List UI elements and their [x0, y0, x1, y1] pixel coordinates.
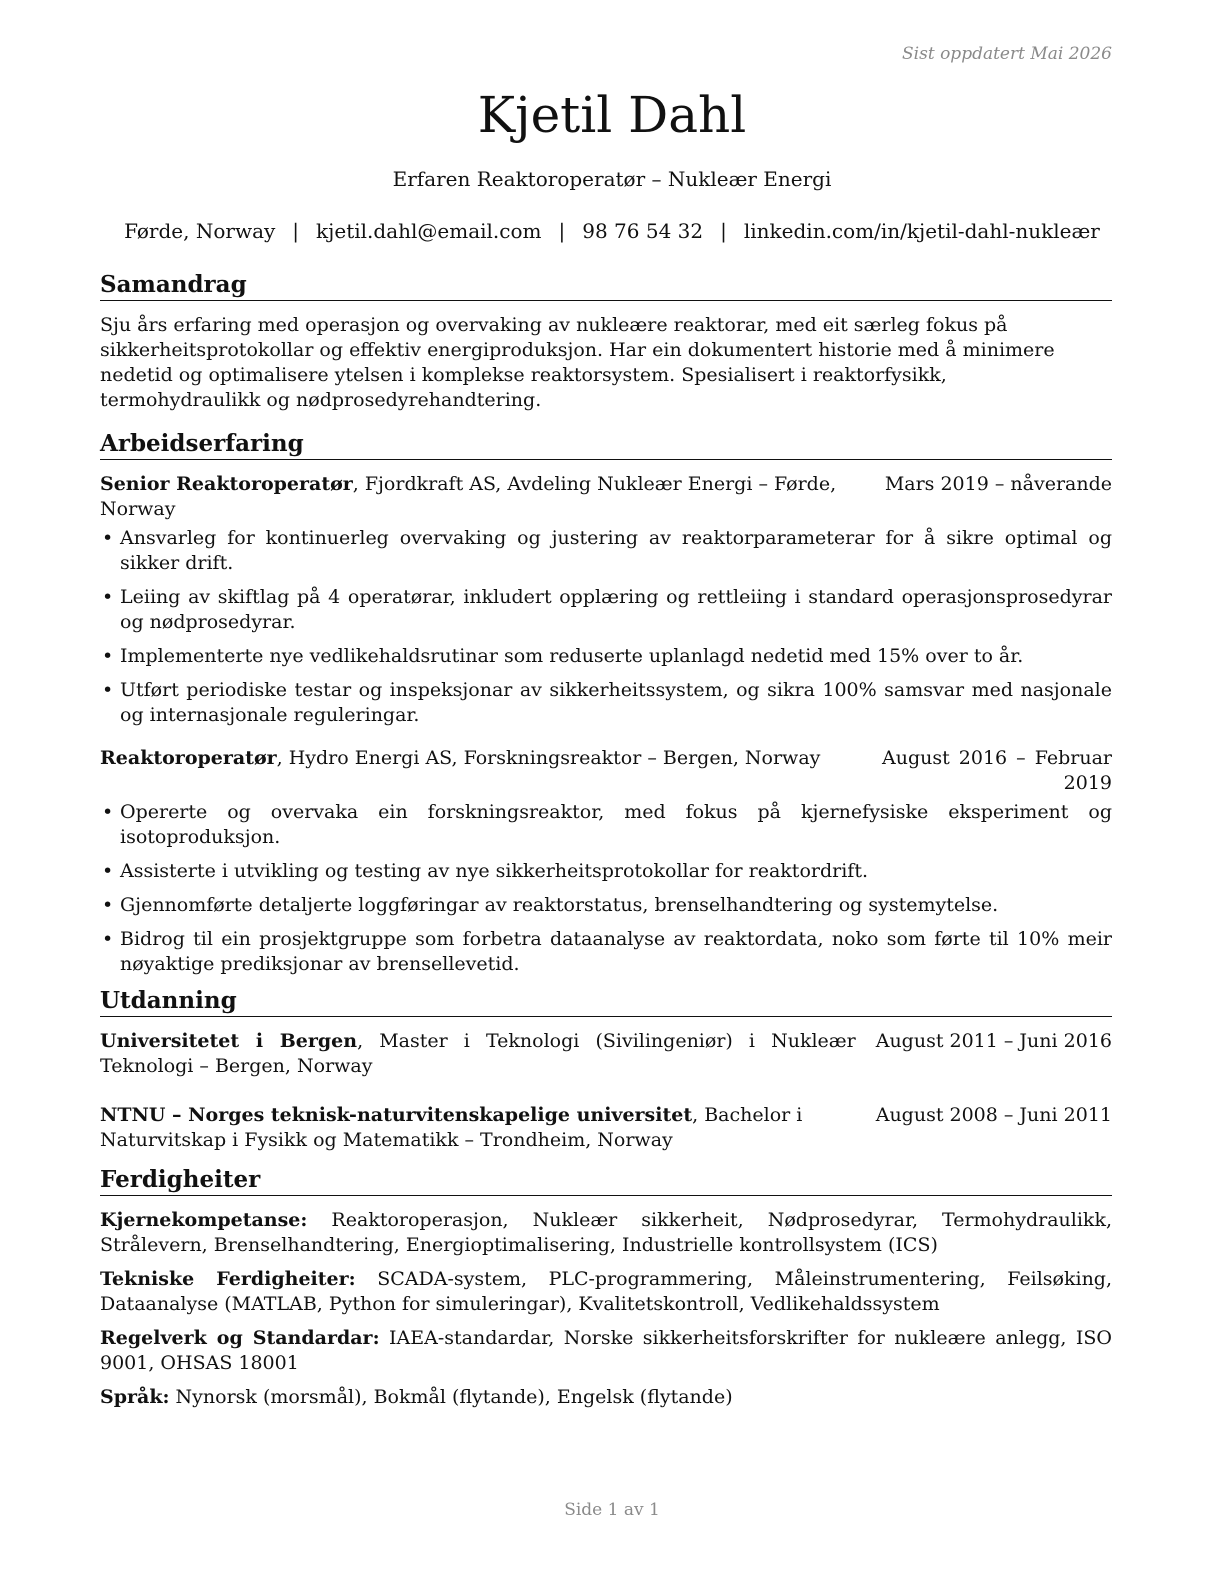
skills-section: [100, 1165, 1112, 1410]
candidate-name: Kjetil Dahl: [477, 86, 747, 144]
education-header: [100, 1103, 1112, 1153]
skill-label: Språk:: [100, 1386, 170, 1408]
education-dates: August 2011 – Juni 2016: [875, 1030, 1112, 1052]
last-updated: Sist oppdatert Mai 2026: [902, 44, 1112, 64]
job-bullet: • Implementerte nye vedlikehaldsrutinar som reduserte uplanlagd nedetid med 15% over to år.: [100, 644, 1112, 669]
contact-separator: |: [720, 219, 727, 243]
job-bullets: [100, 800, 1112, 977]
job-bullets: [100, 526, 1112, 728]
contact-email[interactable]: kjetil.dahl@email.com: [316, 219, 542, 243]
education-entry: [100, 1029, 1112, 1079]
job-role: Reaktoroperatør: [100, 747, 277, 769]
headline: Erfaren Reaktoroperatør – Nukleær Energi: [392, 167, 832, 191]
job-bullet: • Opererte og overvaka ein forskningsreaktor, med fokus på kjernefysiske eksperiment og isotoproduksjon.: [100, 800, 1112, 850]
skill-text: Reaktoroperasjon, Nukleær sikkerheit, Nødprosedyrar, Termohydraulikk, Strålevern, Brenselhandtering, Energioptimalisering, Industrielle kontrollsystem (ICS): [100, 1209, 1112, 1256]
education-details: , Master i Teknologi (Sivilingeniør) i Nukleær Teknologi – Bergen, Norway: [100, 1030, 856, 1077]
job-entry: [100, 472, 1112, 728]
summary-section: [100, 270, 1112, 413]
contact-linkedin[interactable]: linkedin.com/in/kjetil-dahl-nukleær: [743, 219, 1100, 243]
skill-row: [100, 1385, 1112, 1410]
job-bullet: • Bidrog til ein prosjektgruppe som forbetra dataanalyse av reaktordata, noko som førte til 10% meir nøyaktige prediksjonar av brensellevetid.: [100, 927, 1112, 977]
education-entry: [100, 1103, 1112, 1153]
contact-line: [0, 218, 1224, 244]
skill-row: [100, 1208, 1112, 1258]
skill-label: Tekniske Ferdigheiter:: [100, 1268, 356, 1290]
job-bullet: • Utført periodiske testar og inspeksjonar av sikkerheitssystem, og sikra 100% samsvar med nasjonale og internasjonale reguleringar.: [100, 678, 1112, 728]
skill-row: [100, 1267, 1112, 1317]
skill-text: Nynorsk (morsmål), Bokmål (flytande), Engelsk (flytande): [169, 1386, 733, 1408]
section-title-summary: Samandrag: [100, 270, 1112, 301]
job-title-line: [100, 746, 862, 771]
job-details: , Hydro Energi AS, Forskningsreaktor – Bergen, Norway: [276, 747, 821, 769]
education-header: [100, 1029, 1112, 1079]
job-title-line: [100, 472, 865, 522]
contact-phone: 98 76 54 32: [582, 219, 704, 243]
job-role: Senior Reaktoroperatør: [100, 473, 353, 495]
experience-section: [100, 429, 1112, 977]
education-school: NTNU – Norges teknisk-naturvitenskapelige universitet: [100, 1104, 693, 1126]
skill-label: Regelverk og Standardar:: [100, 1327, 380, 1349]
section-title-experience: Arbeidserfaring: [100, 429, 1112, 460]
section-title-education: Utdanning: [100, 986, 1112, 1017]
contact-location: Førde, Norway: [124, 219, 276, 243]
job-dates: August 2016 – Februar 2019: [882, 747, 1112, 794]
job-header: [100, 746, 1112, 796]
skill-label: Kjernekompetanse:: [100, 1209, 308, 1231]
skill-row: [100, 1326, 1112, 1376]
education-section: [100, 986, 1112, 1153]
contact-separator: |: [292, 219, 300, 243]
job-details: , Fjordkraft AS, Avdeling Nukleær Energi – Førde, Norway: [100, 473, 837, 520]
education-school: Universitetet i Bergen: [100, 1030, 358, 1052]
education-title-line: [100, 1103, 856, 1153]
summary-text: Sju års erfaring med operasjon og overvaking av nukleære reaktorar, med eit særleg fokus på sikkerheitsprotokollar og effektiv energiproduksjon. Har ein dokumentert historie med å minimere nedetid og optimalisere ytelsen i komplekse reaktorsystem. Spesialisert i reaktorfysikk, termohydraulikk og nødprosedyrehandtering.: [100, 314, 1055, 411]
page-number: Side 1 av 1: [564, 1500, 660, 1520]
job-bullet: • Leiing av skiftlag på 4 operatørar, inkludert opplæring og rettleiing i standard operasjonsprosedyrar og nødprosedyrar.: [100, 585, 1112, 635]
contact-separator: |: [558, 219, 566, 243]
job-bullet: • Gjennomførte detaljerte loggføringar av reaktorstatus, brenselhandtering og systemytelse.: [100, 893, 1112, 918]
job-bullet: • Ansvarleg for kontinuerleg overvaking og justering av reaktorparameterar for å sikre optimal og sikker drift.: [100, 526, 1112, 576]
job-header: [100, 472, 1112, 522]
resume-body: [100, 270, 1112, 1419]
job-dates: Mars 2019 – nåverande: [884, 473, 1112, 495]
education-dates: August 2008 – Juni 2011: [875, 1104, 1112, 1126]
section-title-skills: Ferdigheiter: [100, 1165, 1112, 1196]
skill-text: SCADA-system, PLC-programmering, Måleinstrumentering, Feilsøking, Dataanalyse (MATLAB, Python for simuleringar), Kvalitetskontroll, Vedlikehaldssystem: [100, 1268, 1113, 1315]
education-details: , Bachelor i Naturvitskap i Fysikk og Matematikk – Trondheim, Norway: [100, 1104, 803, 1151]
education-title-line: [100, 1029, 856, 1079]
job-entry: [100, 746, 1112, 977]
job-bullet: • Assisterte i utvikling og testing av nye sikkerheitsprotokollar for reaktordrift.: [100, 859, 1112, 884]
skill-text: IAEA-standardar, Norske sikkerheitsforskrifter for nukleære anlegg, ISO 9001, OHSAS 18001: [100, 1327, 1112, 1374]
